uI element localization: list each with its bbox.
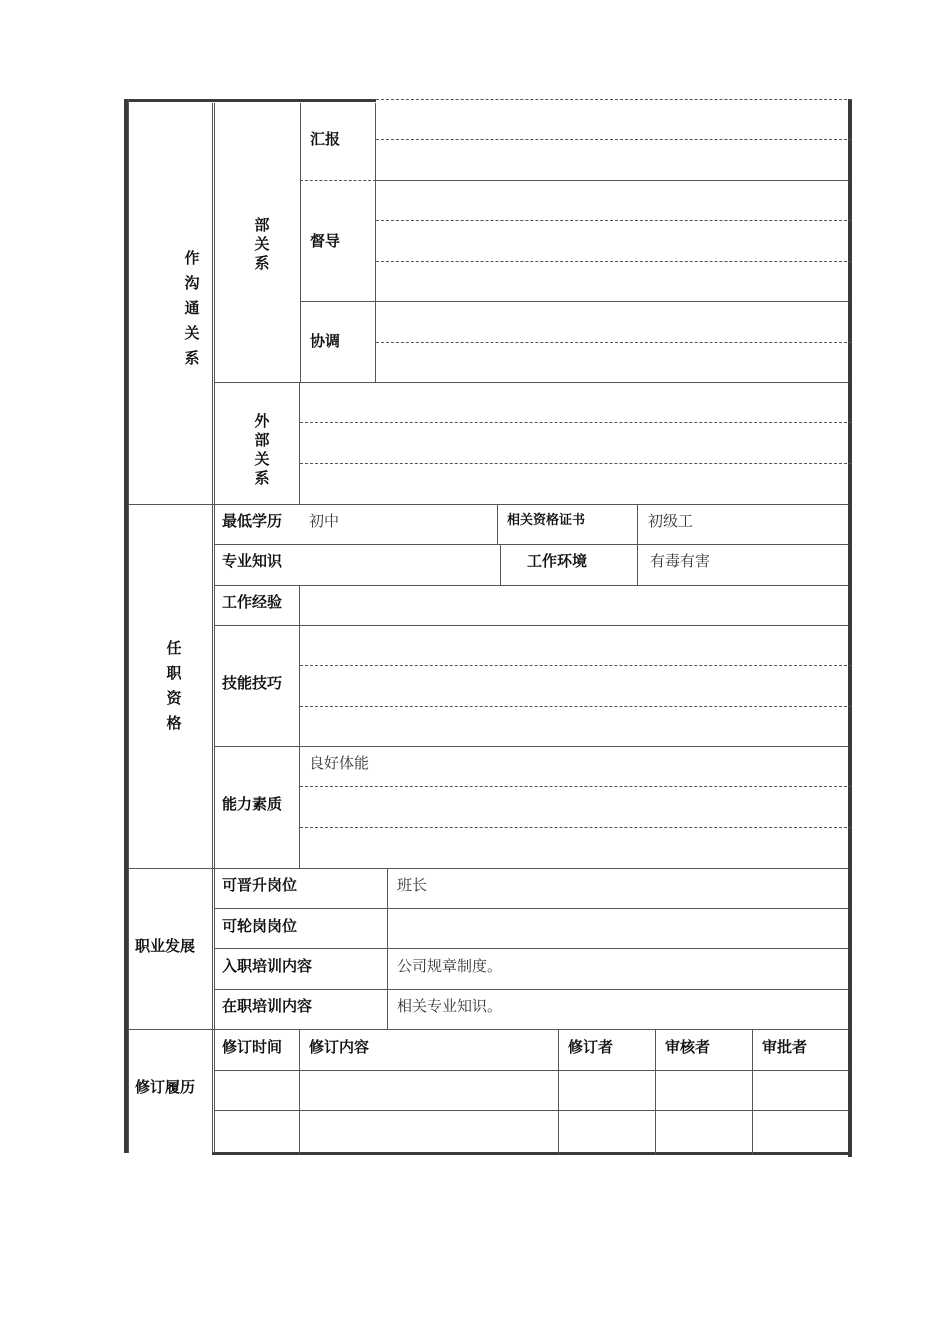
education-value: 初中 bbox=[309, 512, 340, 530]
environment-value: 有毒有害 bbox=[650, 552, 711, 570]
supervise-line-2 bbox=[376, 261, 852, 262]
qual-row-sep-3 bbox=[214, 625, 849, 626]
inservice-label: 在职培训内容 bbox=[222, 997, 313, 1015]
inservice-value: 相关专业知识。 bbox=[397, 997, 503, 1015]
revision-header-content: 修订内容 bbox=[309, 1038, 370, 1056]
career-section-label: 职业发展 bbox=[135, 937, 196, 955]
revision-col-sep-4 bbox=[752, 1029, 753, 1155]
revision-row-sep-1 bbox=[214, 1070, 849, 1071]
ability-line-1 bbox=[300, 786, 852, 787]
certificate-value: 初级工 bbox=[648, 512, 694, 530]
rotation-label: 可轮岗岗位 bbox=[222, 917, 298, 935]
sep-career-revision bbox=[128, 1029, 849, 1030]
border-right bbox=[848, 99, 852, 1157]
experience-label: 工作经验 bbox=[222, 593, 283, 611]
col-sep-internal bbox=[300, 103, 301, 383]
education-label: 最低学历 bbox=[222, 512, 283, 530]
knowledge-label: 专业知识 bbox=[222, 552, 283, 570]
col-sep-internal-kind bbox=[375, 103, 376, 383]
revision-row-sep-2 bbox=[214, 1110, 849, 1111]
qual-col-sep-2 bbox=[637, 504, 638, 585]
coordinate-label: 协调 bbox=[310, 332, 341, 350]
ability-label: 能力素质 bbox=[222, 795, 283, 813]
ability-value: 良好体能 bbox=[309, 754, 370, 772]
onboarding-value: 公司规章制度。 bbox=[397, 957, 503, 975]
revision-section-label: 修订履历 bbox=[135, 1078, 196, 1096]
revision-header-reviser: 修订者 bbox=[568, 1038, 614, 1056]
supervise-coordinate-sep bbox=[300, 301, 849, 302]
report-line-1 bbox=[376, 139, 852, 140]
career-row-sep-1 bbox=[214, 908, 849, 909]
report-label: 汇报 bbox=[310, 130, 341, 148]
col-sep-external bbox=[299, 382, 300, 504]
career-col-sep bbox=[387, 868, 388, 1029]
internal-relations-label: 部关系 bbox=[254, 216, 270, 272]
revision-col-sep-1 bbox=[299, 1029, 300, 1155]
sep-qualification-career bbox=[128, 868, 849, 869]
onboarding-label: 入职培训内容 bbox=[222, 957, 313, 975]
revision-col-sep-3 bbox=[655, 1029, 656, 1155]
sep-internal-external bbox=[214, 382, 849, 383]
revision-header-approver: 审批者 bbox=[762, 1038, 808, 1056]
border-bottom bbox=[212, 1152, 852, 1155]
external-line-2 bbox=[300, 463, 852, 464]
qual-row-sep-4 bbox=[214, 746, 849, 747]
supervise-label: 督导 bbox=[310, 232, 341, 250]
communication-section-label: 作沟通关系 bbox=[184, 249, 200, 367]
qual-col-sep-1 bbox=[497, 504, 498, 545]
report-supervise-sep bbox=[376, 180, 849, 181]
col-sep-sections bbox=[212, 103, 213, 1153]
revision-header-reviewer: 审核者 bbox=[665, 1038, 711, 1056]
report-supervise-sep-dashed bbox=[300, 180, 376, 181]
qualification-section-label: 任职资格 bbox=[166, 639, 182, 732]
career-row-sep-3 bbox=[214, 989, 849, 990]
qual-row-sep-2 bbox=[214, 585, 849, 586]
coordinate-line-1 bbox=[376, 342, 852, 343]
revision-header-time: 修订时间 bbox=[222, 1038, 283, 1056]
skills-label: 技能技巧 bbox=[222, 674, 283, 692]
revision-col-sep-2 bbox=[558, 1029, 559, 1155]
skills-line-1 bbox=[300, 665, 852, 666]
environment-label: 工作环境 bbox=[527, 552, 588, 570]
qual-col-sep-3 bbox=[500, 544, 501, 585]
qual-col-sep-label bbox=[299, 585, 300, 868]
external-relations-label: 外部关系 bbox=[254, 412, 270, 487]
career-row-sep-2 bbox=[214, 948, 849, 949]
sep-communication-qualification bbox=[128, 504, 849, 505]
qual-row-sep-1 bbox=[214, 544, 849, 545]
border-inner-left bbox=[128, 99, 129, 1153]
report-line-0 bbox=[376, 99, 852, 100]
supervise-line-1 bbox=[376, 220, 852, 221]
external-line-1 bbox=[300, 422, 852, 423]
border-top bbox=[124, 99, 376, 102]
certificate-label: 相关资格证书 bbox=[507, 513, 586, 528]
col-sep-sections-2 bbox=[214, 103, 215, 1153]
promotion-label: 可晋升岗位 bbox=[222, 876, 298, 894]
promotion-value: 班长 bbox=[397, 876, 428, 894]
ability-line-2 bbox=[300, 827, 852, 828]
skills-line-2 bbox=[300, 706, 852, 707]
